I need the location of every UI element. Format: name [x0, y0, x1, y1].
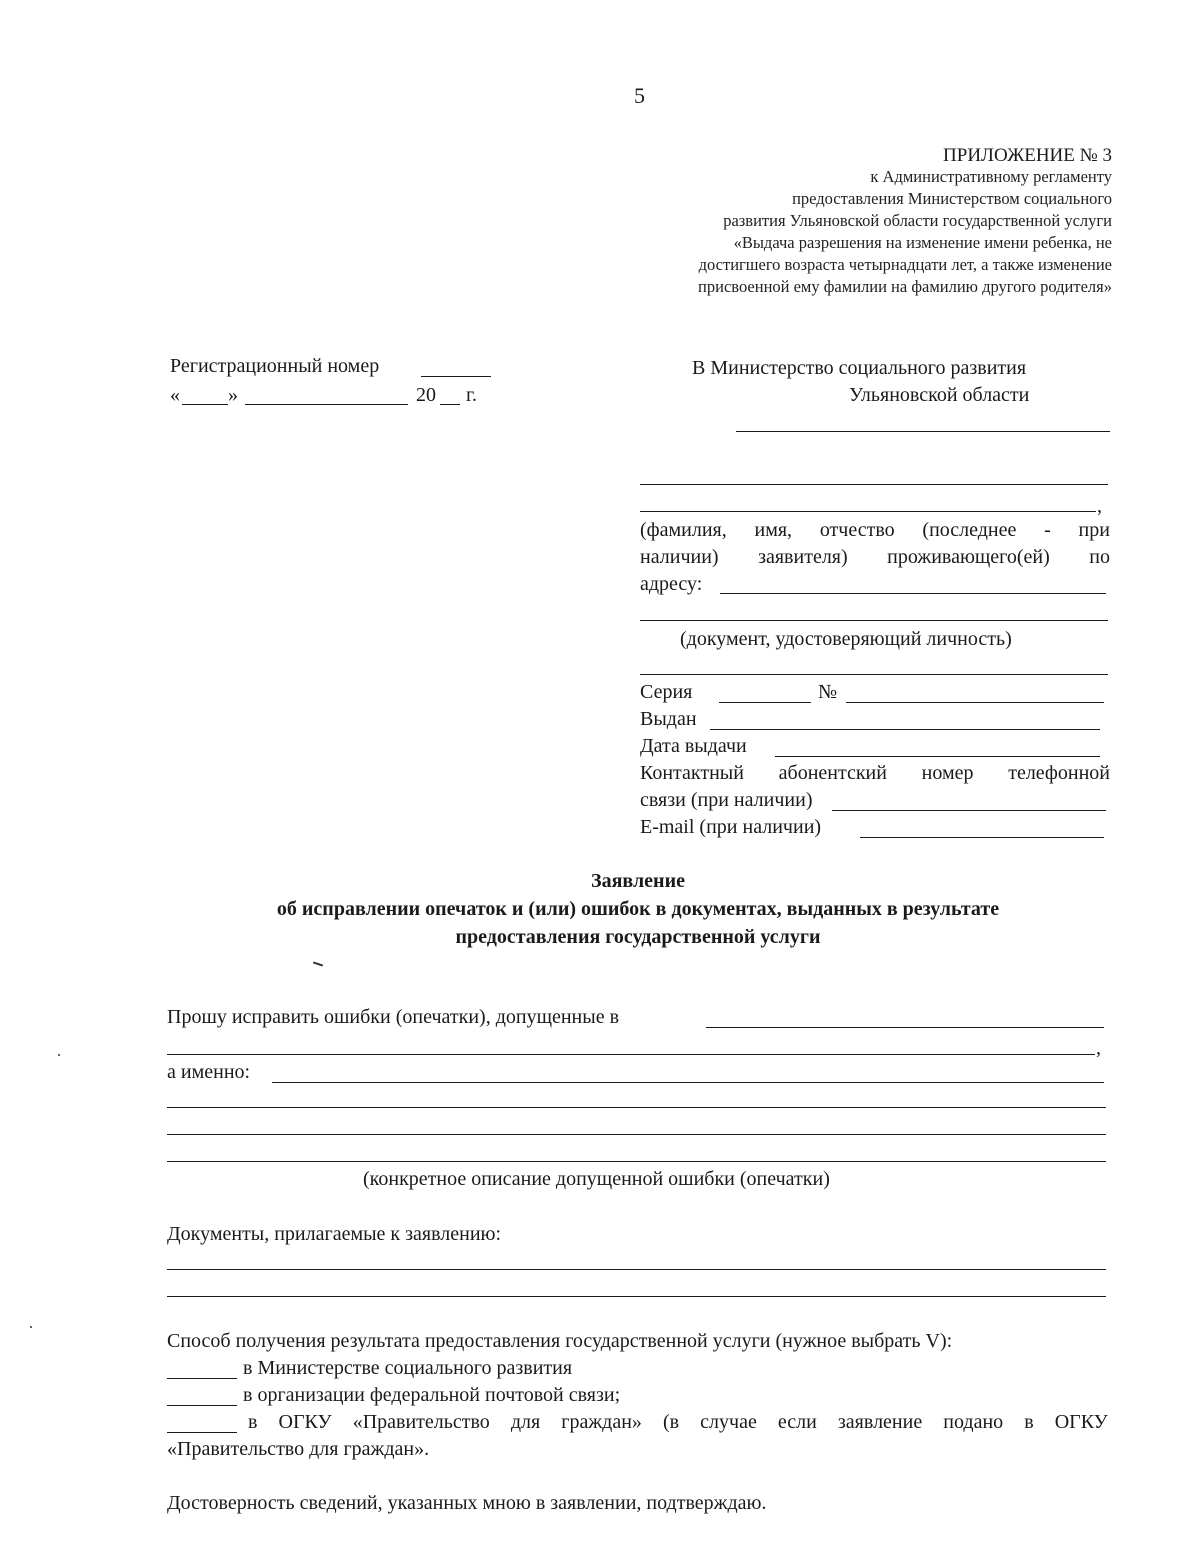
option-1-label: в Министерстве социального развития [243, 1357, 573, 1379]
doc-caption: (документ, удостоверяющий личность) [680, 628, 1012, 650]
applicant-line-1[interactable] [736, 431, 1110, 432]
attachments-label: Документы, прилагаемые к заявлению: [167, 1223, 502, 1245]
request-line-2[interactable] [167, 1054, 1095, 1055]
statement-subtitle-2: предоставления государственной услуги [455, 926, 821, 948]
date-year-prefix: 20 [416, 384, 436, 406]
statement-subtitle-1: об исправлении опечаток и (или) ошибок в документах, выданных в результате [276, 898, 1000, 920]
date-month-line[interactable] [245, 404, 408, 405]
date-close-quote: » [228, 384, 238, 406]
namely-label: а именно: [167, 1061, 251, 1083]
issued-line[interactable] [710, 729, 1100, 730]
scan-mark [313, 962, 323, 967]
date-year-suffix: г. [466, 384, 477, 406]
phone-label-line-1: Контактный абонентский номер телефонной [640, 762, 1110, 784]
namely-line-4[interactable] [167, 1161, 1106, 1162]
email-label: E-mail (при наличии) [640, 816, 822, 838]
namely-line-1[interactable] [272, 1082, 1104, 1083]
appendix-line-2: предоставления Министерством социального [792, 189, 1112, 208]
series-line[interactable] [719, 702, 811, 703]
option-1-checkbox-line[interactable] [167, 1378, 237, 1379]
statement-title: Заявление [591, 870, 685, 892]
option-2-checkbox-line[interactable] [167, 1405, 237, 1406]
error-description-caption: (конкретное описание допущенной ошибки (опечатки) [363, 1168, 830, 1190]
phone-label-line-2: связи (при наличии) [640, 789, 813, 811]
page-number: 5 [634, 83, 645, 108]
address-line-1[interactable] [720, 593, 1106, 594]
applicant-line-2[interactable] [640, 484, 1108, 485]
option-3-checkbox-line[interactable] [167, 1432, 237, 1433]
applicant-desc-line-1: (фамилия, имя, отчество (последнее - при [640, 519, 1110, 541]
registration-label: Регистрационный номер [170, 355, 380, 377]
request-comma: , [1096, 1037, 1101, 1059]
applicant-comma: , [1097, 495, 1102, 517]
date-open-quote: « [170, 384, 180, 406]
appendix-line-4: «Выдача разрешения на изменение имени ребенка, не [733, 233, 1112, 252]
addressee-line-1: В Министерство социального развития [692, 357, 1027, 379]
namely-line-2[interactable] [167, 1107, 1106, 1108]
option-2-label: в организации федеральной почтовой связи; [243, 1384, 621, 1406]
registration-number-line[interactable] [421, 376, 491, 377]
number-label: № [818, 681, 838, 703]
applicant-line-3[interactable] [640, 511, 1096, 512]
method-heading: Способ получения результата предоставления государственной услуги (нужное выбрать V): [167, 1330, 953, 1352]
request-line-1[interactable] [706, 1027, 1104, 1028]
option-3-label-cont: «Правительство для граждан». [167, 1438, 430, 1460]
confirmation-text: Достоверность сведений, указанных мною в заявлении, подтверждаю. [167, 1492, 767, 1514]
date-day-line[interactable] [182, 404, 228, 405]
applicant-desc-line-2: наличии) заявителя) проживающего(ей) по [640, 546, 1110, 568]
address-label: адресу: [640, 573, 703, 595]
scan-speck [58, 1054, 60, 1056]
series-label: Серия [640, 681, 693, 703]
issue-date-line[interactable] [775, 756, 1100, 757]
addressee-line-2: Ульяновской области [849, 384, 1030, 406]
phone-line[interactable] [832, 810, 1106, 811]
appendix-line-5: достигшего возраста четырнадцати лет, а также изменение [698, 255, 1112, 274]
appendix-line-1: к Административному регламенту [870, 167, 1112, 186]
request-text: Прошу исправить ошибки (опечатки), допущенные в [167, 1006, 620, 1028]
appendix-title: ПРИЛОЖЕНИЕ № 3 [943, 145, 1112, 166]
appendix-line-6: присвоенной ему фамилии на фамилию другого родителя» [698, 277, 1112, 296]
option-3-label: в ОГКУ «Правительство для граждан» (в случае если заявление подано в ОГКУ [248, 1411, 1108, 1433]
attachments-line-2[interactable] [167, 1296, 1106, 1297]
appendix-line-3: развития Ульяновской области государственной услуги [723, 211, 1112, 230]
address-line-2[interactable] [640, 620, 1108, 621]
email-line[interactable] [860, 837, 1104, 838]
number-line[interactable] [846, 702, 1104, 703]
date-year-line[interactable] [440, 404, 460, 405]
issued-label: Выдан [640, 708, 697, 730]
issue-date-label: Дата выдачи [640, 735, 747, 757]
scan-speck [30, 1326, 32, 1328]
doc-line[interactable] [640, 674, 1108, 675]
namely-line-3[interactable] [167, 1134, 1106, 1135]
attachments-line-1[interactable] [167, 1269, 1106, 1270]
